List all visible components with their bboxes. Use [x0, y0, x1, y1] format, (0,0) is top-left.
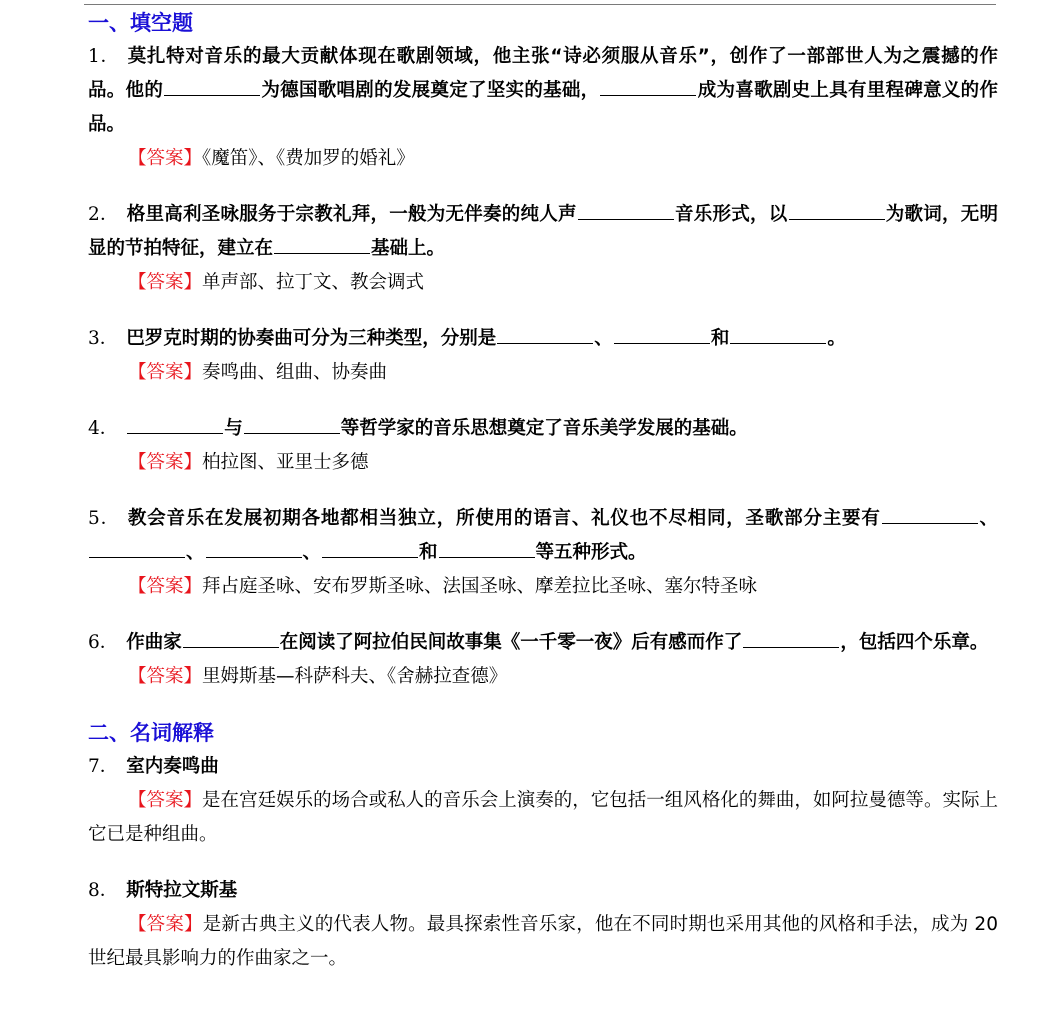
answer-blank [274, 235, 370, 254]
question-number: 7． [88, 756, 119, 777]
answer-blank [578, 201, 674, 220]
term-text: 斯特拉文斯基 [126, 880, 238, 901]
question-number: 8． [88, 880, 119, 901]
question-text: 为歌词，无明显的节拍特征，建立在 [88, 204, 998, 259]
answer-text: 《魔笛》、《费加罗的婚礼》 [202, 148, 415, 169]
question-text: 等哲学家的音乐思想奠定了音乐美学发展的基础。 [340, 418, 748, 439]
answer-tag: 【答案】 [128, 148, 203, 169]
answer-blank [497, 325, 593, 344]
question-5 [88, 502, 998, 570]
answer-blank [89, 539, 185, 558]
question-3 [88, 322, 998, 356]
answer-tag: 【答案】 [128, 452, 203, 473]
answer-5 [88, 570, 998, 604]
question-text: 成为喜歌剧史上具有里程碑意义的作品。 [88, 80, 998, 135]
question-text: 。 [827, 328, 846, 349]
answer-text: 单声部、拉丁文、教会调式 [202, 272, 425, 293]
answer-4 [88, 446, 998, 480]
answer-blank [614, 325, 710, 344]
question-4 [88, 412, 998, 446]
question-text: 和 [419, 542, 438, 563]
answer-6 [88, 660, 998, 694]
question-number: 3． [88, 328, 119, 349]
document-page [88, 0, 998, 976]
answer-tag: 【答案】 [128, 362, 203, 383]
answer-tag: 【答案】 [128, 790, 203, 811]
question-number: 6． [88, 632, 119, 653]
answer-blank [789, 201, 885, 220]
question-text: 在阅读了阿拉伯民间故事集《一千零一夜》后有感而作了 [279, 632, 743, 653]
answer-2 [88, 266, 998, 300]
question-number: 4． [88, 418, 119, 439]
answer-blank [439, 539, 535, 558]
answer-blank [164, 77, 260, 96]
answer-8 [88, 908, 998, 976]
answer-blank [183, 629, 279, 648]
question-8 [88, 874, 998, 908]
answer-text: 是新古典主义的代表人物。最具探索性音乐家，他在不同时期也采用其他的风格和手法，成为 20 世纪最具影响力的作曲家之一。 [88, 914, 998, 969]
question-text: 莫扎特对音乐的最大贡献体现在歌剧领域，他主张“诗必须服从音乐”，创作了一部部世人为之震撼的作品。他的 [88, 46, 998, 101]
question-text: 与 [224, 418, 243, 439]
answer-text: 拜占庭圣咏、安布罗斯圣咏、法国圣咏、摩差拉比圣咏、塞尔特圣咏 [202, 576, 758, 597]
term-text: 室内奏鸣曲 [126, 756, 219, 777]
question-number: 5． [88, 508, 120, 529]
question-text: 、 [302, 542, 322, 563]
answer-tag: 【答案】 [128, 272, 203, 293]
answer-tag: 【答案】 [128, 666, 203, 687]
question-number: 1． [88, 46, 120, 67]
question-text: 格里高利圣咏服务于宗教礼拜，一般为无伴奏的纯人声 [126, 204, 577, 225]
answer-text: 柏拉图、亚里士多德 [202, 452, 369, 473]
question-text: 音乐形式，以 [674, 204, 788, 225]
question-text: 基础上。 [371, 238, 446, 259]
answer-blank [882, 505, 978, 524]
answer-3 [88, 356, 998, 390]
answer-1 [88, 142, 998, 176]
answer-tag: 【答案】 [128, 576, 203, 597]
question-7 [88, 750, 998, 784]
question-text: 、 [594, 328, 613, 349]
question-text: 巴罗克时期的协奏曲可分为三种类型，分别是 [126, 328, 497, 349]
answer-blank [244, 415, 340, 434]
answer-tag: 【答案】 [128, 914, 203, 935]
answer-blank [730, 325, 826, 344]
answer-blank [600, 77, 696, 96]
question-text: 和 [710, 328, 730, 349]
question-text: 、 [978, 508, 998, 529]
question-text: 教会音乐在发展初期各地都相当独立，所使用的语言、礼仪也不尽相同，圣歌部分主要有 [127, 508, 881, 529]
answer-blank [206, 539, 302, 558]
question-text: 、 [186, 542, 205, 563]
section-title-fill-blank: 一、填空题 [88, 11, 193, 35]
question-1 [88, 40, 998, 142]
answer-text: 里姆斯基—科萨科夫、《舍赫拉查德》 [202, 666, 508, 687]
question-text: 为德国歌唱剧的发展奠定了坚实的基础， [261, 80, 600, 101]
section-title-terms: 二、名词解释 [88, 721, 214, 745]
question-text: ，包括四个乐章。 [840, 632, 989, 653]
answer-blank [743, 629, 839, 648]
answer-text: 奏鸣曲、组曲、协奏曲 [202, 362, 388, 383]
question-text: 作曲家 [126, 632, 182, 653]
question-2 [88, 198, 998, 266]
answer-text: 是在宫廷娱乐的场合或私人的音乐会上演奏的，它包括一组风格化的舞曲，如阿拉曼德等。实际上它已是种组曲。 [88, 790, 998, 845]
answer-blank [127, 415, 223, 434]
question-number: 2． [88, 204, 119, 225]
answer-blank [322, 539, 418, 558]
question-6 [88, 626, 998, 660]
question-text: 等五种形式。 [535, 542, 647, 563]
answer-7 [88, 784, 998, 852]
